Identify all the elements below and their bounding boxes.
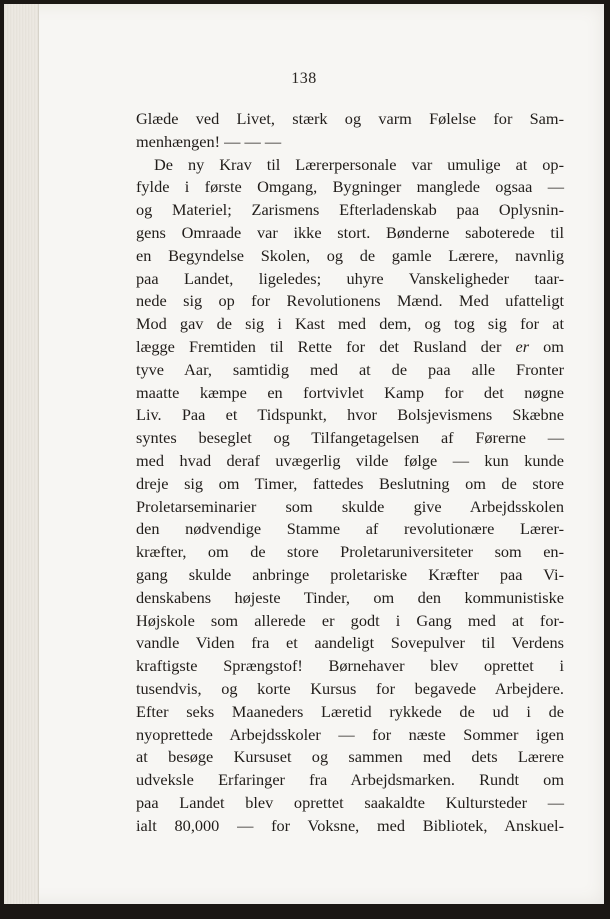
text-line: Højskole som allerede er godt i Gang med at for- xyxy=(136,610,564,630)
text-line: De ny Krav til Lærerpersonale var umulige at op- xyxy=(154,154,564,174)
emphasized-word: er xyxy=(515,336,530,356)
text-line: denskabens højeste Tinder, om den kommunistiske xyxy=(136,587,564,607)
text-line: en Begyndelse Skolen, og de gamle Lærere, navnlig xyxy=(136,245,564,265)
scan-border xyxy=(0,904,610,919)
page-edge-stack xyxy=(4,4,39,904)
body-text xyxy=(136,108,564,838)
text-line: Proletarseminarier som skulde give Arbejdsskolen xyxy=(136,496,564,516)
text-line: gang skulde anbringe proletariske Kræfter paa Vi- xyxy=(136,564,564,584)
text-line: menhængen! — — — xyxy=(136,131,282,151)
page-number: 138 xyxy=(291,70,317,87)
paper-page xyxy=(4,4,604,904)
text-line-with-emphasis xyxy=(136,336,564,359)
text-line: nede sig op for Revolutionens Mænd. Med ufatteligt xyxy=(136,291,564,311)
text-segment: lægge Fremtiden til Rette for det Rusland der xyxy=(136,336,516,356)
text-line: ialt 80,000 — for Voksne, med Bibliotek, Anskuel- xyxy=(136,815,564,835)
text-line: fylde i første Omgang, Bygninger manglede ogsaa — xyxy=(136,177,564,197)
text-line: vandle Viden fra et aandeligt Sovepulver til Verdens xyxy=(136,633,564,653)
text-line: syntes beseglet og Tilfangetagelsen af Førerne — xyxy=(136,428,564,448)
text-line: Liv. Paa et Tidspunkt, hvor Bolsjevismens Skæbne xyxy=(136,405,564,425)
text-line: paa Landet, ligeledes; uhyre Vanskeligheder taar- xyxy=(136,268,564,288)
text-line: maatte kæmpe en fortvivlet Kamp for det nøgne xyxy=(136,382,564,402)
text-segment: om xyxy=(529,336,564,356)
text-line: gens Omraade var ikke stort. Bønderne saboterede til xyxy=(136,222,564,242)
text-line: nyoprettede Arbejdsskoler — for næste Sommer igen xyxy=(136,724,564,744)
text-line: at besøge Kursuset og sammen med dets Lærere xyxy=(136,747,564,767)
text-line: udveksle Erfaringer fra Arbejdsmarken. Rundt om xyxy=(136,770,564,790)
text-line: med hvad deraf uvægerlig vilde følge — kun kunde xyxy=(136,450,564,470)
text-line: tusendvis, og korte Kursus for begavede Arbejdere. xyxy=(136,678,564,698)
text-line: Glæde ved Livet, stærk og varm Følelse for Sam- xyxy=(136,109,564,128)
text-line: dreje sig om Timer, fattedes Beslutning om de store xyxy=(136,473,564,493)
text-line: kraftigste Sprængstof! Børnehaver blev oprettet i xyxy=(136,656,564,676)
text-line: Efter seks Maaneders Læretid rykkede de ud i de xyxy=(136,701,564,721)
text-line: paa Landet blev oprettet saakaldte Kultursteder — xyxy=(136,792,564,812)
text-line: Mod gav de sig i Kast med dem, og tog sig for at xyxy=(136,314,564,334)
text-line: og Materiel; Zarismens Efterladenskab paa Oplysnin- xyxy=(136,200,564,220)
text-line: den nødvendige Stamme af revolutionære Lærer- xyxy=(136,519,564,539)
text-line: tyve Aar, samtidig med at de paa alle Fronter xyxy=(136,359,564,379)
text-line: kræfter, om de store Proletaruniversiteter som en- xyxy=(136,542,564,562)
